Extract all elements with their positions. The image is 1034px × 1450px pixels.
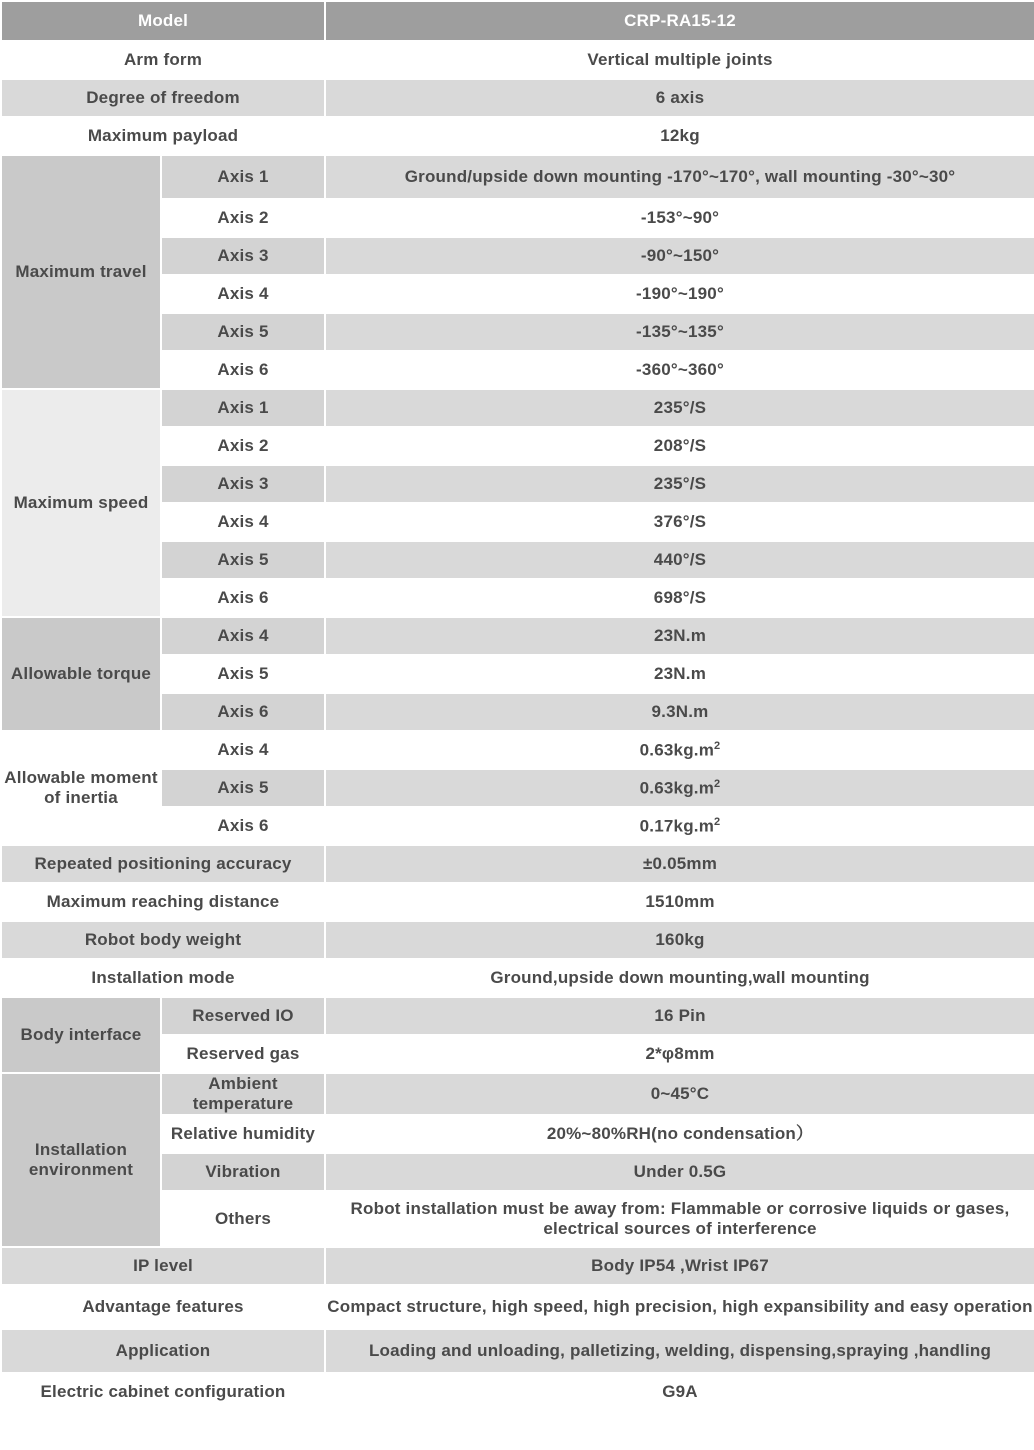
row-label: Degree of freedom — [1, 79, 325, 117]
row-label: Robot body weight — [1, 921, 325, 959]
header-model-value: CRP-RA15-12 — [325, 1, 1034, 41]
row-value: Under 0.5G — [325, 1153, 1034, 1191]
row-value: 23N.m — [325, 617, 1034, 655]
sub-label: Axis 4 — [161, 503, 325, 541]
row-value: Ground,upside down mounting,wall mounting — [325, 959, 1034, 997]
row-value: G9A — [325, 1373, 1034, 1411]
sub-label: Axis 5 — [161, 541, 325, 579]
sub-label: Vibration — [161, 1153, 325, 1191]
sub-label: Axis 2 — [161, 199, 325, 237]
sub-label: Axis 4 — [161, 617, 325, 655]
table-row — [1, 389, 1034, 427]
row-value: 208°/S — [325, 427, 1034, 465]
value-text: 0.63kg.m — [639, 740, 715, 760]
row-value: 23N.m — [325, 655, 1034, 693]
table-row — [1, 731, 1034, 769]
sub-label: Axis 1 — [161, 155, 325, 199]
sub-label: Ambient temperature — [161, 1073, 325, 1115]
row-value: Ground/upside down mounting -170°~170°, wall mounting -30°~30° — [325, 155, 1034, 199]
value-exponent: 2 — [714, 739, 721, 752]
row-label: Arm form — [1, 41, 325, 79]
row-value: Robot installation must be away from: Flammable or corrosive liquids or gases, electrical sources of interference — [325, 1191, 1034, 1247]
sub-label: Axis 6 — [161, 693, 325, 731]
row-value: 16 Pin — [325, 997, 1034, 1035]
row-value: 0~45°C — [325, 1073, 1034, 1115]
row-value — [325, 769, 1034, 807]
row-value: 2*φ8mm — [325, 1035, 1034, 1073]
sub-label: Axis 2 — [161, 427, 325, 465]
row-label: Maximum reaching distance — [1, 883, 325, 921]
table-row — [1, 155, 1034, 199]
header-model-label: Model — [1, 1, 325, 41]
row-value: -360°~360° — [325, 351, 1034, 389]
table-row — [1, 883, 1034, 921]
value-text: 0.17kg.m — [639, 816, 715, 836]
table-row — [1, 1073, 1034, 1115]
row-value: Body IP54 ,Wrist IP67 — [325, 1247, 1034, 1285]
table-row — [1, 959, 1034, 997]
row-value: 698°/S — [325, 579, 1034, 617]
row-value: 440°/S — [325, 541, 1034, 579]
row-value: ±0.05mm — [325, 845, 1034, 883]
row-value: 235°/S — [325, 465, 1034, 503]
table-row — [1, 1373, 1034, 1411]
row-label: Repeated positioning accuracy — [1, 845, 325, 883]
sub-label: Axis 3 — [161, 465, 325, 503]
group-label-allowable-torque: Allowable torque — [1, 617, 161, 731]
row-value: 6 axis — [325, 79, 1034, 117]
row-value: Loading and unloading, palletizing, welding, dispensing,spraying ,handling — [325, 1329, 1034, 1373]
group-label-maximum-speed: Maximum speed — [1, 389, 161, 617]
sub-label: Axis 6 — [161, 807, 325, 845]
value-text: 0.63kg.m — [639, 778, 715, 798]
sub-label: Axis 5 — [161, 655, 325, 693]
group-label-maximum-travel: Maximum travel — [1, 155, 161, 389]
table-row — [1, 41, 1034, 79]
row-value: 12kg — [325, 117, 1034, 155]
sub-label: Axis 1 — [161, 389, 325, 427]
row-value: 9.3N.m — [325, 693, 1034, 731]
row-value — [325, 807, 1034, 845]
table-row — [1, 1329, 1034, 1373]
table-row — [1, 117, 1034, 155]
row-label: IP level — [1, 1247, 325, 1285]
row-value: 235°/S — [325, 389, 1034, 427]
row-label: Application — [1, 1329, 325, 1373]
row-label: Maximum payload — [1, 117, 325, 155]
table-row — [1, 921, 1034, 959]
sub-label: Axis 4 — [161, 275, 325, 313]
row-value: 20%~80%RH(no condensation） — [325, 1115, 1034, 1153]
table-header-row — [1, 1, 1034, 41]
sub-label: Axis 5 — [161, 769, 325, 807]
table-row — [1, 845, 1034, 883]
row-label: Advantage features — [1, 1285, 325, 1329]
row-value: 160kg — [325, 921, 1034, 959]
table-row — [1, 79, 1034, 117]
row-value: 376°/S — [325, 503, 1034, 541]
sub-label: Reserved gas — [161, 1035, 325, 1073]
sub-label: Reserved IO — [161, 997, 325, 1035]
sub-label: Others — [161, 1191, 325, 1247]
row-value: 1510mm — [325, 883, 1034, 921]
sub-label: Axis 6 — [161, 579, 325, 617]
value-exponent: 2 — [714, 815, 721, 828]
row-label: Electric cabinet configuration — [1, 1373, 325, 1411]
value-exponent: 2 — [714, 777, 721, 790]
row-label: Installation mode — [1, 959, 325, 997]
row-value: -190°~190° — [325, 275, 1034, 313]
row-value: Compact structure, high speed, high precision, high expansibility and easy operation — [325, 1285, 1034, 1329]
sub-label: Axis 5 — [161, 313, 325, 351]
sub-label: Axis 4 — [161, 731, 325, 769]
table-row — [1, 1247, 1034, 1285]
table-row — [1, 997, 1034, 1035]
group-label-allowable-moment-of-inertia: Allowable moment of inertia — [1, 731, 161, 845]
sub-label: Axis 3 — [161, 237, 325, 275]
row-value — [325, 731, 1034, 769]
row-value: -135°~135° — [325, 313, 1034, 351]
table-row — [1, 1285, 1034, 1329]
sub-label: Axis 6 — [161, 351, 325, 389]
group-label-installation-environment: Installation environment — [1, 1073, 161, 1247]
group-label-body-interface: Body interface — [1, 997, 161, 1073]
row-value: Vertical multiple joints — [325, 41, 1034, 79]
row-value: -153°~90° — [325, 199, 1034, 237]
row-value: -90°~150° — [325, 237, 1034, 275]
table-row — [1, 617, 1034, 655]
sub-label: Relative humidity — [161, 1115, 325, 1153]
